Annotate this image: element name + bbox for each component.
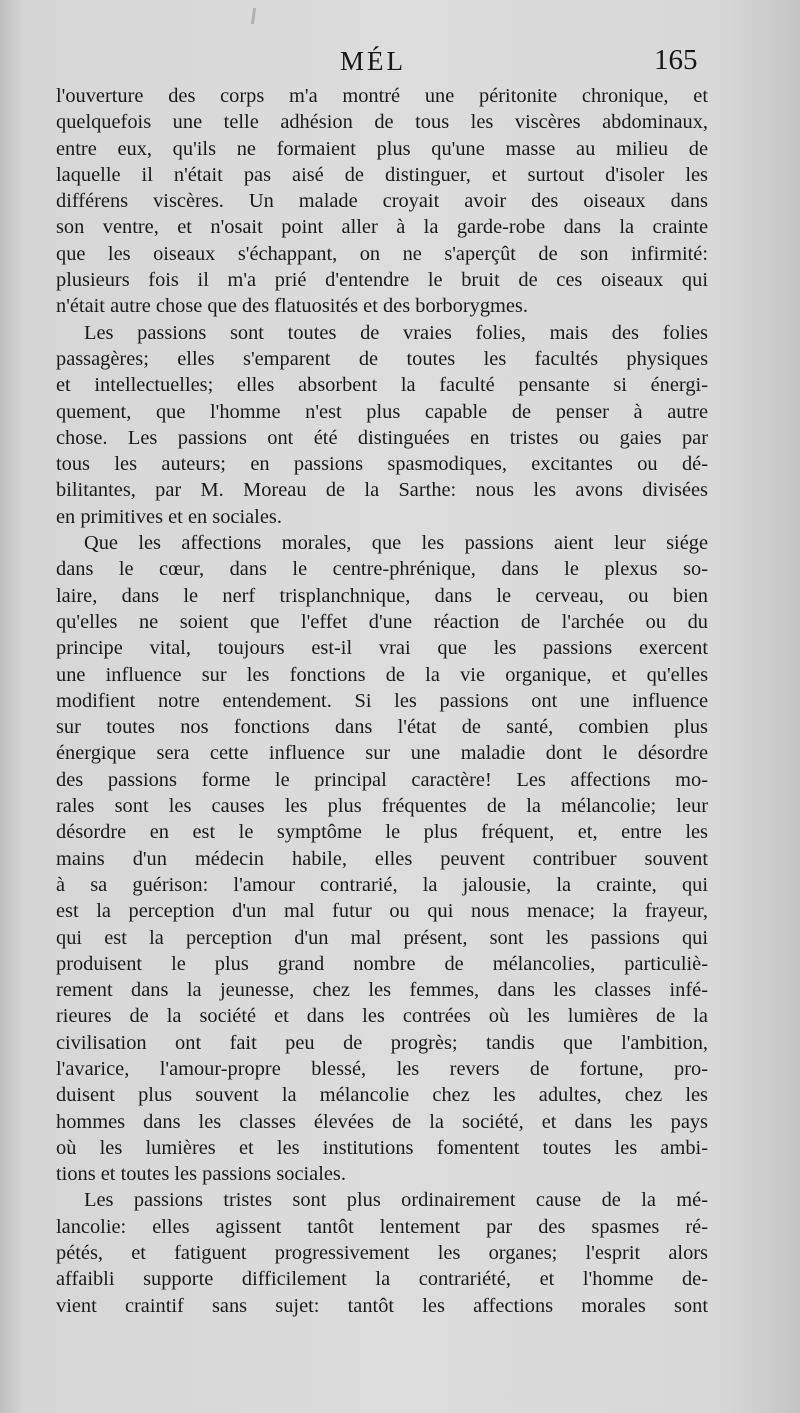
text-line: pétés, et fatiguent progressivement les organes; l'esprit alors bbox=[56, 1242, 708, 1265]
text-line: en primitives et en sociales. bbox=[56, 505, 282, 528]
text-line: quement, que l'homme n'est plus capable de penser à autre bbox=[56, 400, 708, 423]
page-header bbox=[0, 44, 800, 84]
text-line: sur toutes nos fonctions dans l'état de santé, combien plus bbox=[56, 716, 708, 739]
text-line: des passions forme le principal caractère! Les affections mo- bbox=[56, 768, 708, 791]
text-line: énergique sera cette influence sur une maladie dont le désordre bbox=[56, 742, 708, 765]
text-line: est la perception d'un mal futur ou qui nous menace; la frayeur, bbox=[56, 900, 708, 923]
text-line: rales sont les causes les plus fréquentes de la mélancolie; leur bbox=[56, 795, 708, 818]
text-line: n'était autre chose que des flatuosités et des borborygmes. bbox=[56, 295, 528, 318]
text-line: hommes dans les classes élevées de la société, et dans les pays bbox=[56, 1110, 708, 1133]
text-line: chose. Les passions ont été distinguées en tristes ou gaies par bbox=[56, 426, 708, 449]
text-line: laquelle il n'était pas aisé de distinguer, et surtout d'isoler les bbox=[56, 163, 708, 186]
text-line: que les oiseaux s'échappant, on ne s'aperçût de son infirmité: bbox=[56, 242, 708, 265]
text-line: l'ouverture des corps m'a montré une péritonite chronique, et bbox=[56, 85, 708, 107]
text-line: civilisation ont fait peu de progrès; tandis que l'ambition, bbox=[56, 1031, 708, 1054]
text-line: où les lumières et les institutions fomentent toutes les ambi- bbox=[56, 1136, 708, 1159]
text-line: Les passions sont toutes de vraies folies, mais des folies bbox=[84, 321, 708, 344]
text-line: et intellectuelles; elles absorbent la faculté pensante si énergi- bbox=[56, 374, 708, 397]
text-line: quelquefois une telle adhésion de tous les viscères abdominaux, bbox=[56, 111, 708, 134]
text-line: différens viscères. Un malade croyait avoir des oiseaux dans bbox=[56, 190, 708, 213]
page-number: 165 bbox=[654, 44, 698, 76]
text-line: entre eux, qu'ils ne formaient plus qu'une masse au milieu de bbox=[56, 137, 708, 160]
ink-smudge bbox=[251, 8, 256, 24]
text-line: bilitantes, par M. Moreau de la Sarthe: nous les avons divisées bbox=[56, 479, 708, 502]
text-line: lancolie: elles agissent tantôt lentement par des spasmes ré- bbox=[56, 1215, 708, 1238]
text-line: tous les auteurs; en passions spasmodiques, excitantes ou dé- bbox=[56, 453, 708, 476]
text-line: passagères; elles s'emparent de toutes les facultés physiques bbox=[56, 347, 708, 370]
text-line: modifient notre entendement. Si les passions ont une influence bbox=[56, 689, 708, 712]
body-text bbox=[56, 83, 708, 1319]
text-line: Que les affections morales, que les passions aient leur siége bbox=[84, 532, 708, 555]
text-line: principe vital, toujours est-il vrai que les passions exercent bbox=[56, 637, 708, 660]
text-line: plusieurs fois il m'a prié d'entendre le bruit de ces oiseaux qui bbox=[56, 269, 708, 292]
text-line: vient craintif sans sujet: tantôt les affections morales sont bbox=[56, 1294, 708, 1317]
text-line: tions et toutes les passions sociales. bbox=[56, 1163, 346, 1186]
text-line: affaibli supporte difficilement la contrariété, et l'homme de- bbox=[56, 1268, 708, 1291]
text-line: l'avarice, l'amour-propre blessé, les revers de fortune, pro- bbox=[56, 1057, 708, 1080]
text-line: laire, dans le nerf trisplanchnique, dans le cerveau, ou bien bbox=[56, 584, 708, 607]
text-line: rement dans la jeunesse, chez les femmes, dans les classes infé- bbox=[56, 979, 708, 1002]
text-line: désordre en est le symptôme le plus fréquent, et, entre les bbox=[56, 821, 708, 844]
text-line: mains d'un médecin habile, elles peuvent contribuer souvent bbox=[56, 847, 708, 870]
text-line: dans le cœur, dans le centre-phrénique, dans le plexus so- bbox=[56, 558, 708, 581]
text-line: produisent le plus grand nombre de mélancolies, particuliè- bbox=[56, 952, 708, 975]
text-line: une influence sur les fonctions de la vie organique, et qu'elles bbox=[56, 663, 708, 686]
text-line: son ventre, et n'osait point aller à la garde-robe dans la crainte bbox=[56, 216, 708, 239]
text-line: Les passions tristes sont plus ordinairement cause de la mé- bbox=[84, 1189, 708, 1212]
text-line: duisent plus souvent la mélancolie chez les adultes, chez les bbox=[56, 1084, 708, 1107]
text-line: qu'elles ne soient que l'effet d'une réaction de l'archée ou du bbox=[56, 610, 708, 633]
running-title: MÉL bbox=[340, 46, 406, 76]
text-line: rieures de la société et dans les contrées où les lumières de la bbox=[56, 1005, 708, 1028]
text-line: à sa guérison: l'amour contrarié, la jalousie, la crainte, qui bbox=[56, 873, 708, 896]
text-line: qui est la perception d'un mal présent, sont les passions qui bbox=[56, 926, 708, 949]
